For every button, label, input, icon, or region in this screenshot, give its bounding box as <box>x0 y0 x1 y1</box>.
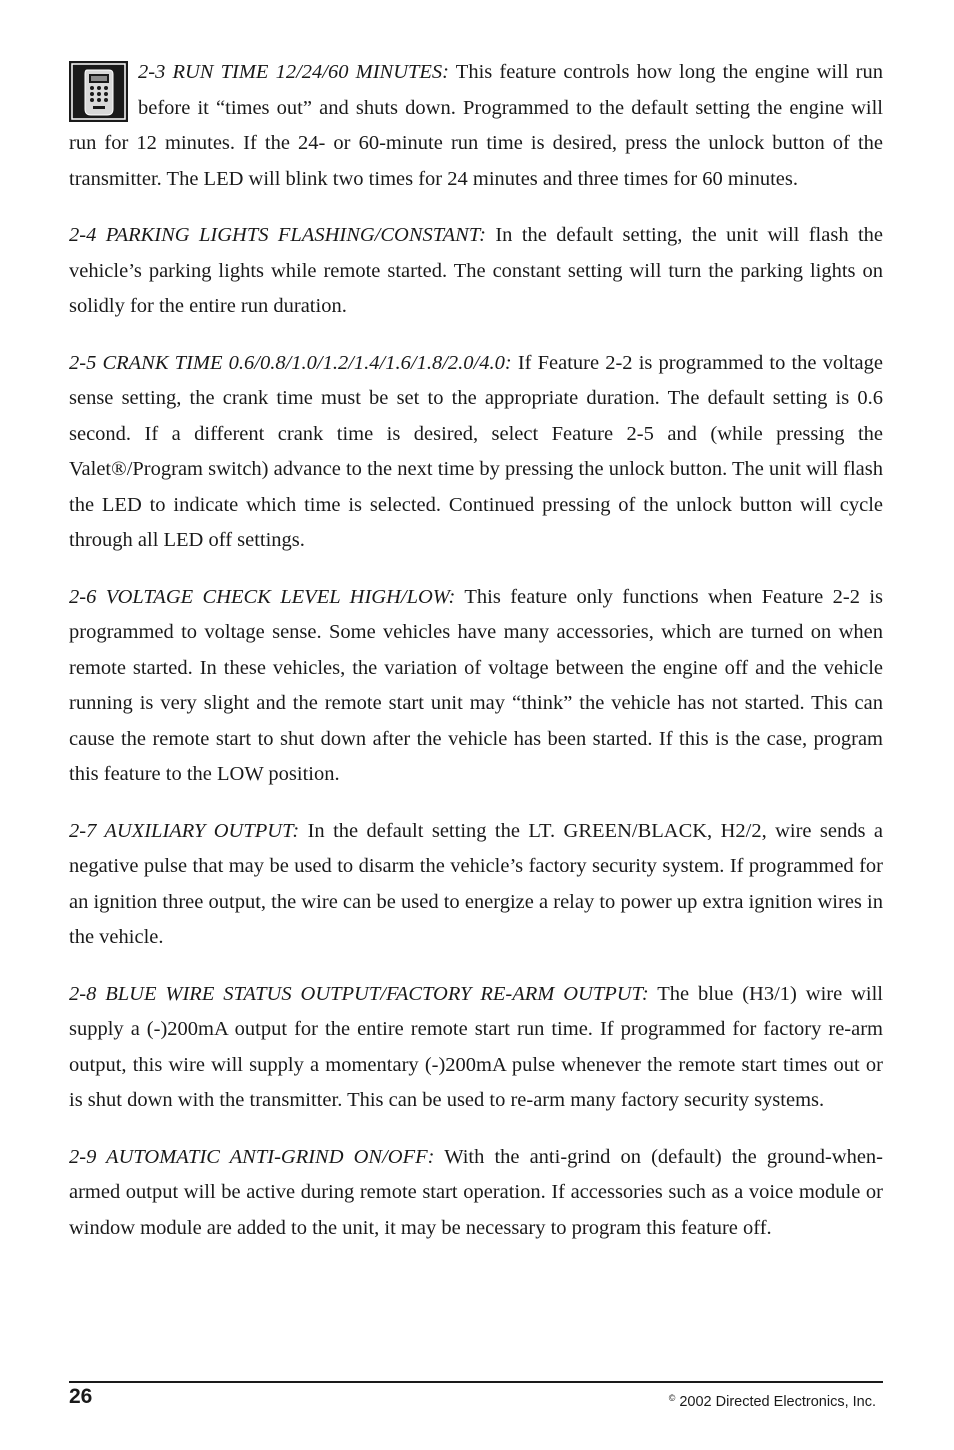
feature-2-8-paragraph <box>69 977 883 1119</box>
feature-2-7-paragraph <box>69 814 883 956</box>
feature-body: This feature only functions when Feature 2-2 is programmed to voltage sense. Some vehicles have many accessories, which are turned on when remote started. In these vehicles, the variation of voltage between the engine off and the vehicle running is very slight and the remote start unit may “think” the vehicle has not started. This can cause the remote start to shut down after the vehicle has been started. If this is the case, program this feature to the LOW position. <box>69 585 883 785</box>
feature-body: If Feature 2-2 is programmed to the voltage sense setting, the crank time must be set to the appropriate duration. The default setting is 0.6 second. If a different crank time is desired, select Feature 2-5 and (while pressing the Valet®/Program switch) advance to the next time by pressing the unlock button. The unit will flash the LED to indicate which time is selected. Continued pressing of the unlock button will cycle through all LED off settings. <box>69 351 884 551</box>
feature-heading: 2-6 VOLTAGE CHECK LEVEL HIGH/LOW: <box>69 585 456 608</box>
feature-body: The blue (H3/1) wire will supply a (-)200mA output for the entire remote start run time. If programmed for factory re-arm output, this wire will supply a momentary (-)200mA pulse whenever the remote start times out or is shut down with the transmitter. This can be used to re-arm many factory security systems. <box>69 982 883 1111</box>
remote-transmitter-icon <box>69 61 128 122</box>
feature-2-6-paragraph <box>69 580 883 793</box>
feature-heading: 2-5 CRANK TIME 0.6/0.8/1.0/1.2/1.4/1.6/1.8/2.0/4.0: <box>69 351 512 374</box>
feature-heading: 2-4 PARKING LIGHTS FLASHING/CONSTANT: <box>69 224 486 246</box>
feature-body: In the default setting the LT. GREEN/BLACK, H2/2, wire sends a negative pulse that may be used to disarm the vehicle’s factory security system. If programmed for an ignition three output, the wire can be used to energize a relay to power up extra ignition wires in the vehicle. <box>69 819 883 948</box>
feature-2-4-paragraph <box>69 218 883 325</box>
feature-2-3-paragraph <box>69 55 883 197</box>
feature-2-9-paragraph <box>69 1140 883 1247</box>
feature-heading: 2-7 AUXILIARY OUTPUT: <box>69 819 300 842</box>
feature-body: This feature controls how long the engine will run before it “times out” and shuts down. Programmed to the default setting the engine will run for 12 minutes. If the 24- or 60-minute run time is desired, press the unlock button of the transmitter. The LED will blink two times for 24 minutes and three times for 60 minutes. <box>69 61 883 190</box>
feature-heading: 2-3 RUN TIME 12/24/60 MINUTES: <box>138 61 450 83</box>
feature-heading: 2-9 AUTOMATIC ANTI-GRIND ON/OFF: <box>69 1145 435 1168</box>
copyright-notice <box>669 1388 876 1412</box>
footer-divider <box>69 1381 883 1383</box>
copyright-text: 2002 Directed Electronics, Inc. <box>679 1394 876 1410</box>
feature-heading: 2-8 BLUE WIRE STATUS OUTPUT/FACTORY RE-ARM OUTPUT: <box>69 982 649 1005</box>
feature-body: In the default setting, the unit will flash the vehicle’s parking lights while remote started. The constant setting will turn the parking lights on solidly for the entire run duration. <box>69 224 884 317</box>
page-number: 26 <box>69 1385 93 1408</box>
page-content <box>69 55 883 1267</box>
feature-body: With the anti-grind on (default) the ground-when-armed output will be active during remote start operation. If accessories such as a voice module or window module are added to the unit, it may be necessary to program this feature off. <box>69 1145 884 1239</box>
feature-2-5-paragraph <box>69 346 883 559</box>
copyright-symbol: © <box>668 1393 676 1403</box>
